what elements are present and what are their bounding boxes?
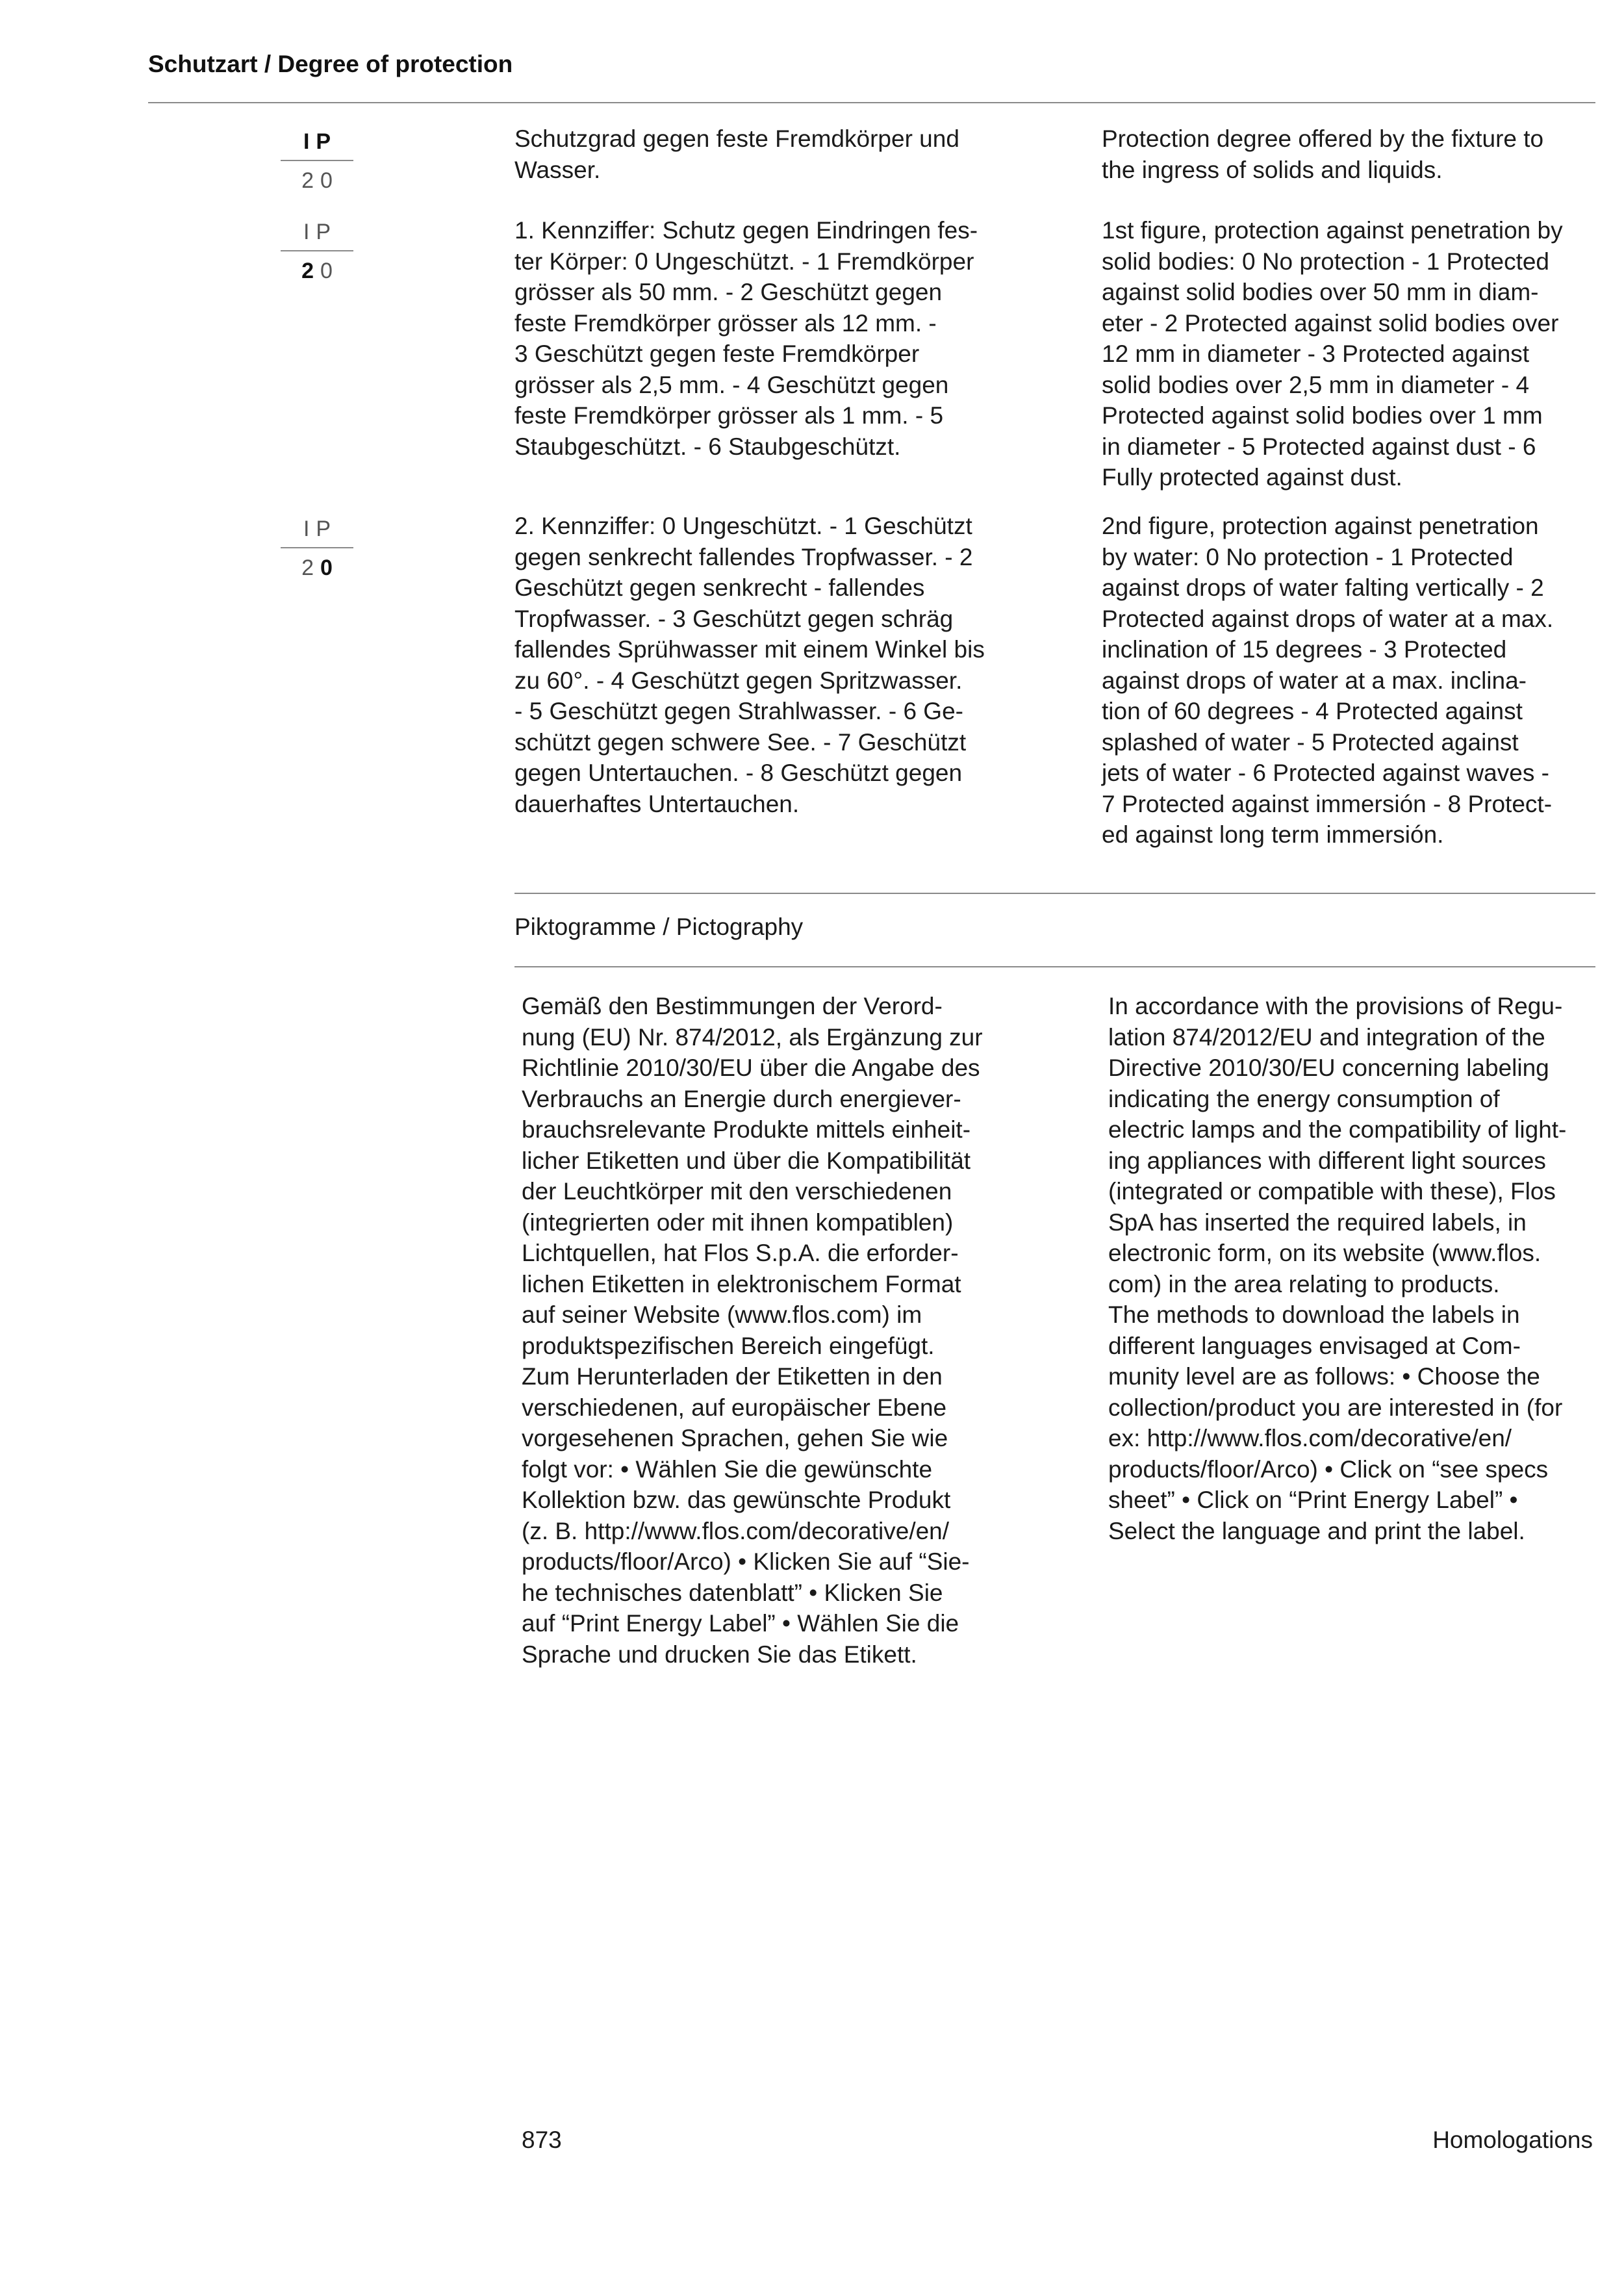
pictography-german-text: Gemäß den Bestimmungen der Verord- nung (EU) Nr. 874/2012, als Ergänzung zur Richtlinie 2010/30/EU über die Angabe des Verbrauchs an Energie durch energiever- brauchsrelevante Produkte mittels einheit- licher Etiketten und über die Kompatibilität der Leuchtkörper mit den verschiedenen (integrierten oder mit ihnen kompatiblen) Lichtquellen, hat Flos S.p.A. die erforder- lichen Etiketten in elektronischem Format auf seiner Website (www.flos.com) im produktspezifischen Bereich eingefügt. Zum Herunterladen der Etiketten in den verschiedenen, auf europäischer Ebene vorgesehenen Sprachen, gehen Sie wie folgt vor: • Wählen Sie die gewünschte Kollektion bzw. das gewünschte Produkt (z. B. http://www.flos.com/decorative/en/ products/floor/Arco) • Klicken Sie auf “Sie- he technisches datenblatt” • Klicken Sie auf “Print Energy Label” • Wählen Sie die Sprache und drucken Sie das Etikett. <box>522 993 983 1668</box>
ip-code-1 <box>281 127 353 195</box>
header-divider <box>148 102 1595 103</box>
ip-code-2 <box>281 218 353 285</box>
row-2-english-text: 1st figure, protection against penetration by solid bodies: 0 No protection - 1 Protected against solid bodies over 50 mm in diam- eter - 2 Protected against solid bodies over 12 mm in diameter - 3 Protected against solid bodies over 2,5 mm in diameter - 4 Protected against solid bodies over 1 mm in diameter - 5 Protected against dust - 6 Fully protected against dust. <box>1102 217 1563 491</box>
ip-code-2-second-digit: 0 <box>320 259 339 283</box>
ip-code-3 <box>281 515 353 582</box>
page-title: Schutzart / Degree of protection <box>148 51 513 77</box>
ip-code-3-first-digit: 2 <box>301 556 320 580</box>
ip-code-1-rule <box>281 160 353 161</box>
pictography-label: Piktogramme / Pictography <box>514 913 804 940</box>
row-3-german-text: 2. Kennziffer: 0 Ungeschützt. - 1 Geschützt gegen senkrecht fallendes Tropfwasser. - 2 Geschützt gegen senkrecht - fallendes Tropfwasser. - 3 Geschützt gegen schräg fallendes Sprühwasser mit einem Winkel bis zu 60°. - 4 Geschützt gegen Spritzwasser. - 5 Geschützt gegen Strahlwasser. - 6 Ge- schützt gegen schwere See. - 7 Geschützt gegen Untertauchen. - 8 Geschützt gegen dauerhaftes Untertauchen. <box>514 513 985 817</box>
ip-code-2-bottom <box>281 257 353 285</box>
pictography-english-text: In accordance with the provisions of Regu- lation 874/2012/EU and integration of the Directive 2010/30/EU concerning labeling indicating the energy consumption of electric lamps and the compatibility of light- ing appliances with different light sources (integrated or compatible with these), Flos SpA has inserted the required labels, in electronic form, on its website (www.flos. com) in the area relating to products. The methods to download the labels in different languages envisaged at Com- munity level are as follows: • Choose the collection/product you are interested in (for ex: http://www.flos.com/decorative/en/ products/floor/Arco) • Click on “see specs sheet” • Click on “Print Energy Label” • Select the language and print the label. <box>1108 993 1567 1544</box>
pictography-divider-bottom <box>514 966 1595 967</box>
ip-code-1-top: IP <box>303 129 338 154</box>
page-number: 873 <box>522 2127 562 2153</box>
footer-section-name: Homologations <box>1432 2127 1593 2153</box>
ip-code-3-bottom <box>281 554 353 582</box>
ip-code-1-bottom: 20 <box>301 168 339 193</box>
ip-code-3-top: IP <box>303 517 338 541</box>
row-1-german-text: Schutzgrad gegen feste Fremdkörper und Wasser. <box>514 125 959 183</box>
ip-code-2-rule <box>281 250 353 251</box>
row-2-german-text: 1. Kennziffer: Schutz gegen Eindringen fes- ter Körper: 0 Ungeschützt. - 1 Fremdkörper grösser als 50 mm. - 2 Geschützt gegen feste Fremdkörper grösser als 12 mm. - 3 Geschützt gegen feste Fremdkörper grösser als 2,5 mm. - 4 Geschützt gegen feste Fremdkörper grösser als 1 mm. - 5 Staubgeschützt. - 6 Staubgeschützt. <box>514 217 978 460</box>
pictography-divider-top <box>514 893 1595 894</box>
row-1-english-text: Protection degree offered by the fixture to the ingress of solids and liquids. <box>1102 125 1544 183</box>
row-3-english-text: 2nd figure, protection against penetration by water: 0 No protection - 1 Protected against drops of water falting vertically - 2 Protected against drops of water at a max. inclination of 15 degrees - 3 Protected against drops of water at a max. inclina- tion of 60 degrees - 4 Protected against splashed of water - 5 Protected against jets of water - 6 Protected against waves - 7 Protected against immersión - 8 Protect- ed against long term immersión. <box>1102 513 1554 848</box>
ip-code-2-top: IP <box>303 220 338 244</box>
ip-code-2-first-digit: 2 <box>301 259 320 283</box>
ip-code-3-second-digit: 0 <box>320 556 339 580</box>
ip-code-3-rule <box>281 547 353 548</box>
